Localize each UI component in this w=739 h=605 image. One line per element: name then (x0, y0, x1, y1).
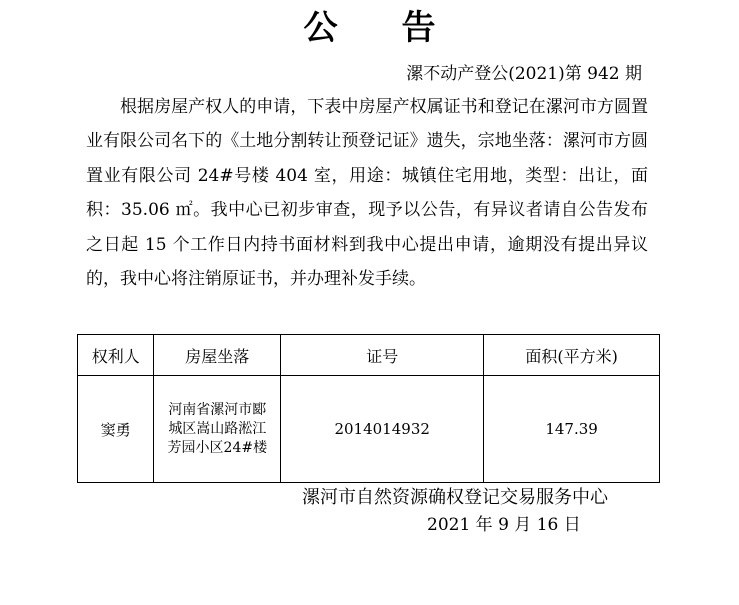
issuing-organization: 漯河市自然资源确权登记交易服务中心 (302, 487, 608, 508)
table-header-row (78, 335, 660, 376)
location-text: 河南省漯河市郾城区嵩山路淞江芳园小区24#楼 (167, 401, 268, 456)
records-table (77, 334, 660, 483)
cell-area: 147.39 (484, 376, 660, 483)
notice-title: 公告 (303, 8, 500, 48)
cell-cert-no: 2014014932 (281, 376, 484, 483)
header-cert-no: 证号 (281, 335, 484, 376)
table-row (78, 376, 660, 483)
cell-owner: 窦勇 (78, 376, 154, 483)
document-number: 漯不动产登公(2021)第 942 期 (406, 64, 642, 84)
notice-body: 根据房屋产权人的申请，下表中房屋产权属证书和登记在漯河市方圆置业有限公司名下的《土地分割转让预登记证》遗失，宗地坐落：漯河市方圆置业有限公司 24#号楼 404 室，用途：城镇住宅用地，类型：出让，面积：35.06 ㎡。我中心已初步审查，现予以公告，有异议者请自公告发布之日起 15 个工作日内持书面材料到我中心提出申请，逾期没有提出异议的，我中心将注销原证书，并办理补发手续。 (86, 97, 648, 290)
header-owner: 权利人 (78, 335, 154, 376)
issue-date: 2021 年 9 月 16 日 (427, 515, 581, 535)
cell-location (154, 376, 281, 483)
header-area: 面积(平方米) (484, 335, 660, 376)
header-location: 房屋坐落 (154, 335, 281, 376)
